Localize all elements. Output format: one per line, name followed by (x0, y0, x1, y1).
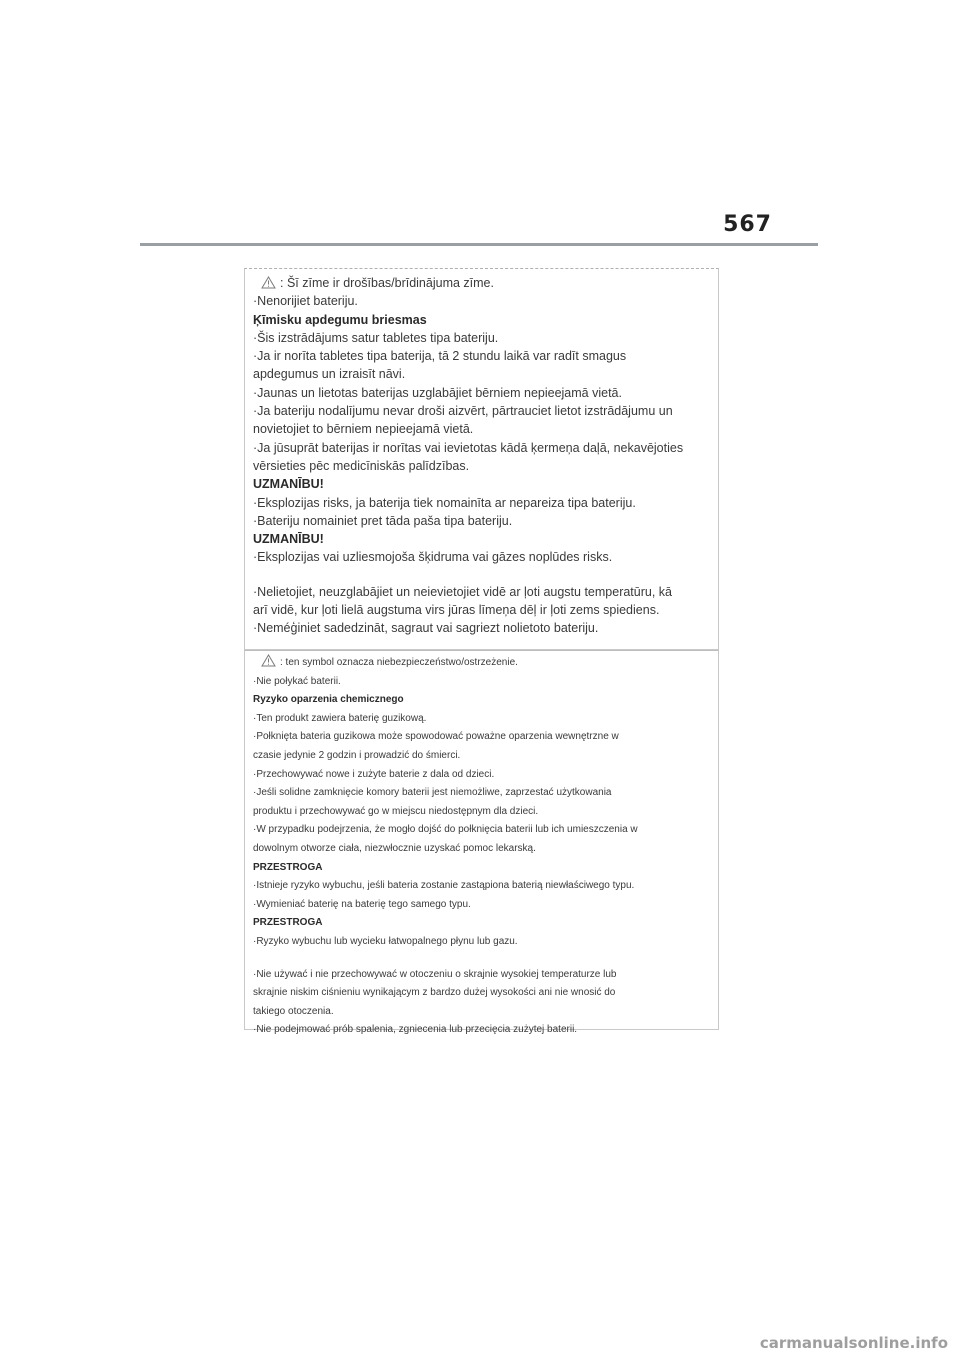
latvian-text-line: ·Šis izstrādājums satur tabletes tipa bateriju. (253, 330, 499, 345)
polish-text-line: ·Jeśli solidne zamknięcie komory baterii jest niemożliwe, zaprzestać użytkowania (253, 787, 612, 799)
polish-text-line: takiego otoczenia. (253, 1005, 334, 1017)
latvian-text-line: arī vidē, kur ļoti lielā augstuma virs jūras līmeņa dēļ ir ļoti zems spiediens. (253, 603, 660, 618)
latvian-text-line: novietojiet to bērniem nepieejamā vietā. (253, 422, 474, 437)
polish-warning-box (244, 650, 719, 1036)
polish-text-line: ·Nie połykać baterii. (253, 675, 341, 687)
warning-triangle-icon (261, 654, 276, 667)
paragraph-gap (253, 567, 712, 583)
latvian-text-line: ·Eksplozijas risks, ja baterija tiek nomainīta ar nepareiza tipa bateriju. (253, 495, 636, 510)
latvian-text-line: ·Ja bateriju nodalījumu nevar droši aizvērt, pārtrauciet lietot izstrādājumu un (253, 404, 673, 419)
polish-text-line: ·W przypadku podejrzenia, że mogło dojść do połknięcia baterii lub ich umieszczenia w (253, 824, 638, 836)
latvian-text-line: ·Nenorijiet bateriju. (253, 294, 358, 309)
latvian-text-line: ·Nelietojiet, neuzglabājiet un neievietojiet vidē ar ļoti augstu temperatūru, kā (253, 584, 672, 599)
polish-text-line: ·Nie używać i nie przechowywać w otoczeniu o skrajnie wysokiej temperaturze lub (253, 968, 617, 980)
polish-text-line: ·Istnieje ryzyko wybuchu, jeśli bateria zostanie zastąpiona baterią niewłaściwego typu. (253, 880, 635, 892)
page-number: 567 (723, 212, 772, 237)
polish-text-line: ·Ten produkt zawiera baterię guzikową. (253, 712, 427, 724)
latvian-symbol-line (253, 274, 712, 292)
polish-text-line: ·Wymieniać baterię na baterię tego samego typu. (253, 898, 471, 910)
latvian-text-line: ·Ja ir norīta tabletes tipa baterija, tā 2 stundu laikā var radīt smagus (253, 349, 627, 364)
polish-heading-caution: PRZESTROGA (253, 917, 323, 929)
latvian-heading-chemical-burn: Ķīmisku apdegumu briesmas (253, 312, 427, 327)
latvian-symbol-text: : Šī zīme ir drošības/brīdinājuma zīme. (280, 276, 494, 290)
site-watermark: carmanualsonline.info (759, 1334, 948, 1352)
polish-text-line: ·Połknięta bateria guzikowa może spowodować poważne oparzenia wewnętrzne w (253, 731, 619, 743)
latvian-warning-box (244, 268, 719, 650)
polish-text-line: ·Przechowywać nowe i zużyte baterie z dala od dzieci. (253, 768, 495, 780)
latvian-text-line: ·Jaunas un lietotas baterijas uzglabājiet bērniem nepieejamā vietā. (253, 385, 622, 400)
polish-text-line: ·Ryzyko wybuchu lub wycieku łatwopalnego płynu lub gazu. (253, 935, 518, 947)
warning-triangle-icon (261, 276, 276, 289)
latvian-heading-caution: UZMANĪBU! (253, 532, 324, 547)
latvian-text-line: ·Bateriju nomainiet pret tāda paša tipa bateriju. (253, 513, 513, 528)
latvian-text-line: ·Ja jūsuprāt baterijas ir norītas vai ievietotas kādā ķermeņa daļā, nekavējoties (253, 440, 684, 455)
polish-text-line: produktu i przechowywać go w miejscu niedostępnym dla dzieci. (253, 805, 539, 817)
latvian-heading-caution: UZMANĪBU! (253, 477, 324, 492)
polish-symbol-line (253, 654, 712, 673)
header-rule (140, 243, 818, 246)
polish-heading-chemical-burn: Ryzyko oparzenia chemicznego (253, 694, 404, 706)
polish-text-line: ·Nie podejmować prób spalenia, zgniecenia lub przecięcia zużytej baterii. (253, 1024, 578, 1036)
polish-symbol-text: : ten symbol oznacza niebezpieczeństwo/ostrzeżenie. (280, 657, 518, 668)
polish-text-line: skrajnie niskim ciśnieniu wynikającym z bardzo dużej wysokości ani nie wnosić do (253, 987, 616, 999)
paragraph-gap (253, 952, 712, 966)
latvian-text-line: apdegumus un izraisīt nāvi. (253, 367, 406, 382)
latvian-text-line: ·Neméģiniet sadedzināt, sagraut vai sagriezt nolietoto bateriju. (253, 621, 599, 636)
polish-text-line: czasie jedynie 2 godzin i prowadzić do śmierci. (253, 749, 461, 761)
polish-heading-caution: PRZESTROGA (253, 861, 323, 873)
polish-text-line: dowolnym otworze ciała, niezwłocznie uzyskać pomoc lekarską. (253, 842, 536, 854)
latvian-text-line: vērsieties pēc medicīniskās palīdzības. (253, 458, 470, 473)
latvian-text-line: ·Eksplozijas vai uzliesmojoša šķidruma vai gāzes noplūdes risks. (253, 550, 613, 565)
